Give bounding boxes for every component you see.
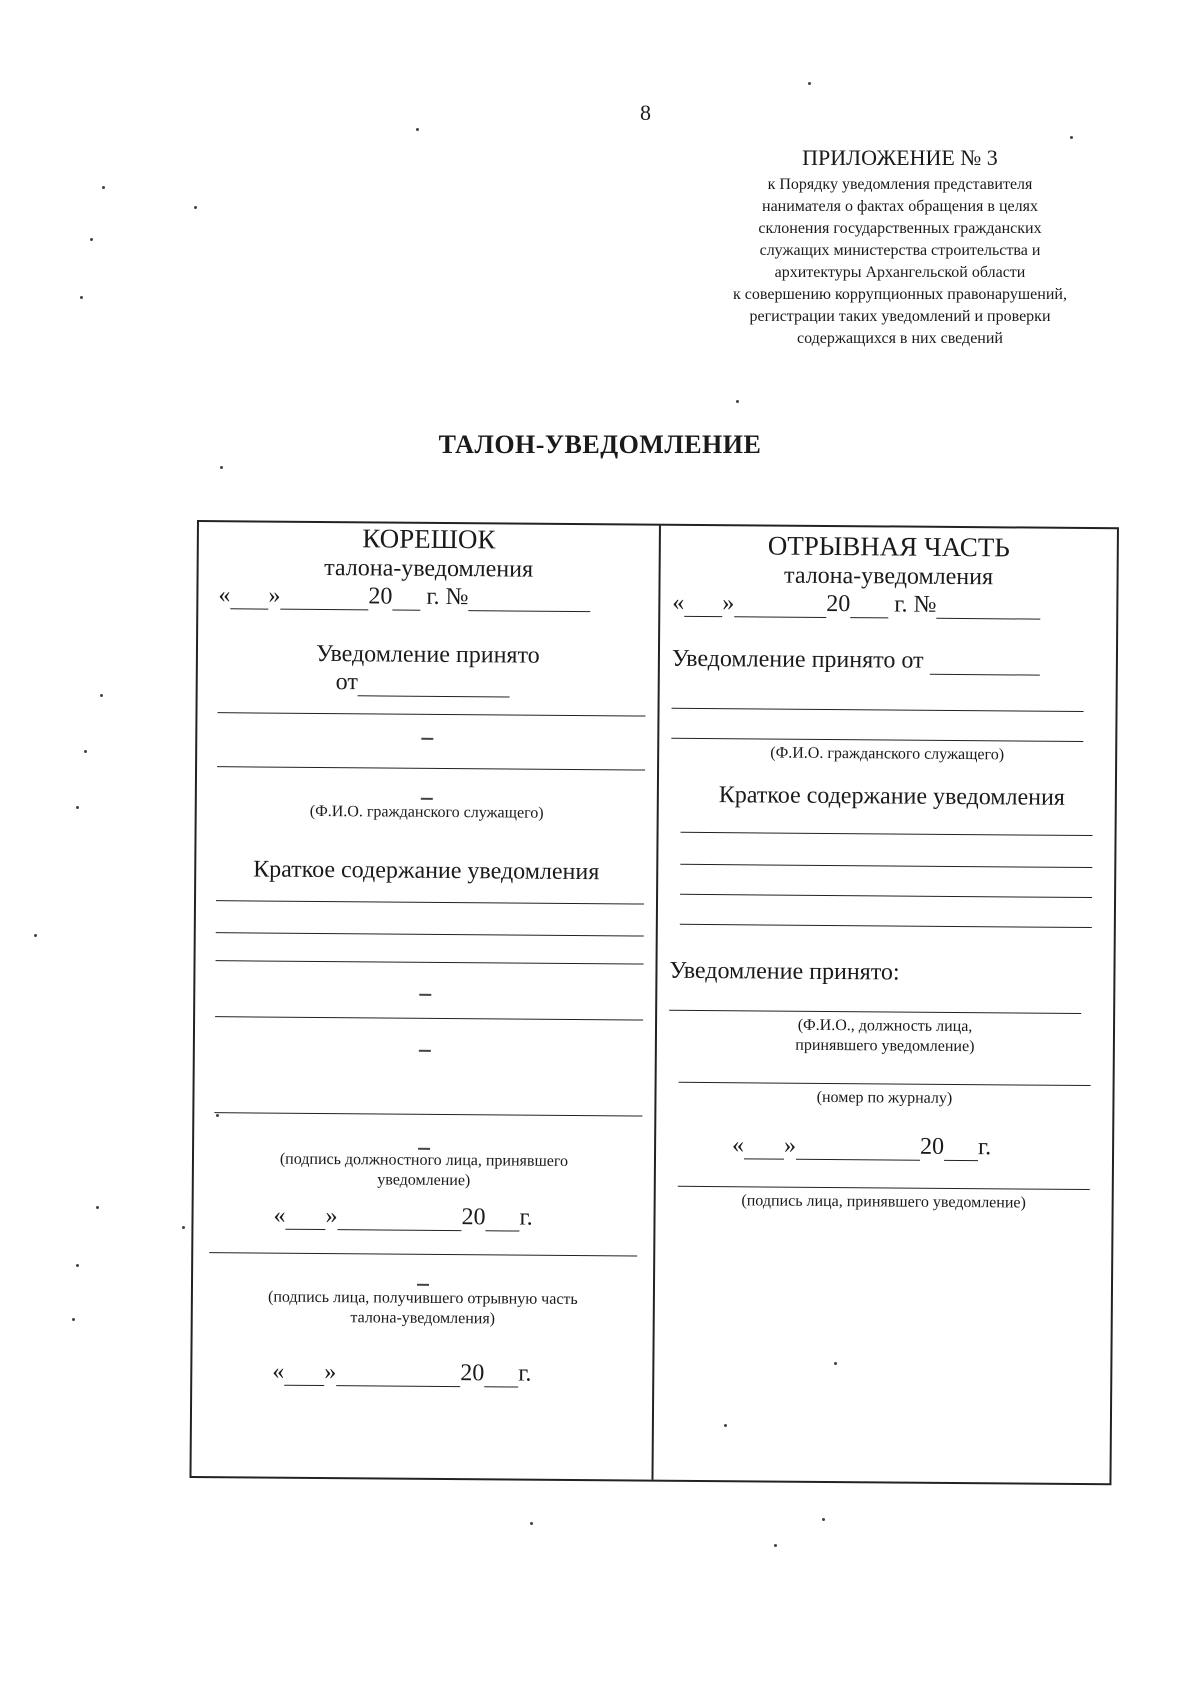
document-title: ТАЛОН-УВЕДОМЛЕНИЕ <box>438 430 762 459</box>
scan-speck <box>808 82 811 85</box>
date-year: 20 <box>368 583 393 610</box>
dash-mark <box>419 1050 431 1052</box>
date-suffix: г. № <box>894 591 937 618</box>
appendix-line: склонения государственных гражданских <box>758 220 1042 237</box>
detachable-summary-line[interactable] <box>680 894 1092 898</box>
date-open-quote: « <box>273 1202 286 1229</box>
received-from-label: Уведомление принято от <box>671 645 924 674</box>
scan-speck <box>96 1206 99 1209</box>
scan-speck <box>736 400 739 403</box>
date-close-quote: » <box>784 1132 797 1159</box>
stub-official-caption: (подпись должностного лица, принявшего <box>279 1150 569 1170</box>
detachable-summary-label: Краткое содержание уведомления <box>718 782 1066 811</box>
date-suffix: г. № <box>426 583 469 611</box>
scan-speck <box>84 750 87 753</box>
scan-speck <box>90 238 93 241</box>
detachable-summary-line[interactable] <box>680 864 1092 868</box>
date-suffix: г. <box>518 1360 532 1387</box>
date-open-quote: « <box>732 1132 745 1159</box>
scan-speck <box>34 934 37 937</box>
stub-summary-label: Краткое содержание уведомления <box>253 856 600 886</box>
date-suffix: г. <box>977 1134 992 1161</box>
date-close-quote: » <box>325 1203 338 1230</box>
date-year: 20 <box>919 1133 945 1160</box>
stub-date-field[interactable] <box>272 1359 531 1388</box>
stub-fio-line[interactable] <box>217 712 645 716</box>
scan-speck <box>194 206 197 209</box>
date-open-quote: « <box>672 589 685 616</box>
stub-official-caption: уведомление) <box>377 1171 471 1190</box>
appendix-line: к совершению коррупционных правонарушений, <box>733 286 1067 303</box>
stub-fio-caption: (Ф.И.О. гражданского служащего) <box>309 802 544 822</box>
stub-received-label: Уведомление принято <box>316 640 540 669</box>
scan-speck <box>1070 136 1073 139</box>
date-year: 20 <box>460 1360 485 1387</box>
appendix-block <box>700 145 1100 350</box>
scan-speck <box>216 1114 219 1117</box>
stub-signature-line[interactable] <box>209 1252 637 1256</box>
stub-subheading: талона-уведомления <box>324 555 534 583</box>
notification-form <box>189 520 1118 1485</box>
detachable-signature-caption: (подпись лица, принявшего уведомление) <box>741 1192 1026 1212</box>
appendix-line: содержащихся в них сведений <box>797 330 1003 347</box>
detachable-accepted-label: Уведомление принято: <box>669 957 900 986</box>
scan-speck <box>416 128 419 131</box>
scan-speck <box>76 1264 79 1267</box>
stub-summary-line[interactable] <box>215 1016 643 1020</box>
appendix-line: регистрации таких уведомлений и проверки <box>749 308 1051 325</box>
scan-speck <box>80 296 83 299</box>
detachable-summary-line[interactable] <box>680 924 1092 928</box>
stub-heading: КОРЕШОК <box>362 523 496 555</box>
dash-mark <box>418 1148 430 1150</box>
stub-received-from-field[interactable] <box>336 669 510 697</box>
date-close-quote: » <box>324 1359 337 1386</box>
scan-speck <box>76 806 79 809</box>
scan-speck <box>530 1522 533 1525</box>
stub-summary-line[interactable] <box>216 960 644 964</box>
stub-date-number-field[interactable] <box>218 582 590 612</box>
dash-mark <box>421 738 433 740</box>
stub-recipient-caption: (подпись лица, получившего отрывную часть <box>267 1288 578 1309</box>
date-suffix: г. <box>519 1204 533 1231</box>
date-open-quote: « <box>218 582 231 609</box>
scan-speck <box>100 694 103 697</box>
detachable-fio-line[interactable] <box>672 708 1084 712</box>
scan-speck <box>834 1362 837 1365</box>
date-open-quote: « <box>272 1358 285 1385</box>
date-year: 20 <box>826 590 851 618</box>
scan-speck <box>724 1424 727 1427</box>
page-number: 8 <box>640 100 651 125</box>
scan-speck <box>102 186 105 189</box>
scan-speck <box>182 1226 185 1229</box>
detachable-journal-caption: (номер по журналу) <box>816 1088 953 1107</box>
dash-mark <box>419 994 431 996</box>
detachable-journal-line[interactable] <box>679 1082 1091 1086</box>
detachable-date-number-field[interactable] <box>672 590 1040 620</box>
detachable-summary-line[interactable] <box>681 832 1093 836</box>
appendix-title: ПРИЛОЖЕНИЕ № 3 <box>802 145 998 170</box>
scan-speck <box>72 1318 75 1321</box>
stub-summary-line[interactable] <box>216 932 644 936</box>
appendix-line: к Порядку уведомления представителя <box>767 176 1033 193</box>
stub-date-field[interactable] <box>273 1203 532 1232</box>
dash-mark <box>417 1284 429 1286</box>
stub-summary-line[interactable] <box>216 900 644 904</box>
dash-mark <box>421 798 433 800</box>
detachable-heading: ОТРЫВНАЯ ЧАСТЬ <box>767 530 1010 563</box>
stub-summary-line[interactable] <box>214 1112 642 1116</box>
scan-speck <box>774 1544 777 1547</box>
appendix-line: нанимателя о фактах обращения в целях <box>762 198 1038 215</box>
stub-recipient-caption: талона-уведомления) <box>350 1309 496 1328</box>
stub-fio-line[interactable] <box>217 766 645 770</box>
detachable-fio-line[interactable] <box>671 738 1083 742</box>
scan-speck <box>220 466 223 469</box>
detachable-accepted-line[interactable] <box>669 1010 1081 1014</box>
date-close-quote: » <box>722 590 735 617</box>
detachable-accepted-caption: (Ф.И.О., должность лица, <box>797 1016 973 1036</box>
appendix-line: служащих министерства строительства и <box>759 242 1041 259</box>
date-year: 20 <box>461 1204 486 1231</box>
scan-speck <box>822 1518 825 1521</box>
detachable-accepted-caption: принявшего уведомление) <box>795 1036 975 1056</box>
detachable-received-from-field[interactable] <box>672 646 1040 676</box>
detachable-subheading: талона-уведомления <box>784 562 994 591</box>
from-label: от <box>335 669 359 696</box>
detachable-date-field[interactable] <box>732 1132 991 1161</box>
appendix-line: архитектуры Архангельской области <box>774 264 1026 281</box>
detachable-fio-caption: (Ф.И.О. гражданского служащего) <box>770 744 1005 764</box>
detachable-signature-line[interactable] <box>678 1186 1090 1190</box>
date-close-quote: » <box>268 582 281 609</box>
